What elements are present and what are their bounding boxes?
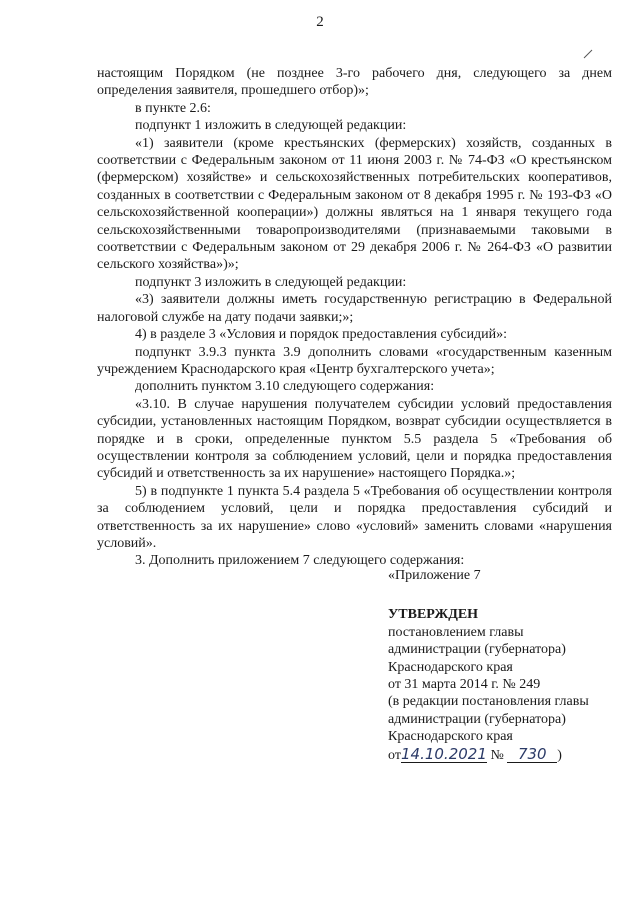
appendix-approval-block xyxy=(388,567,624,764)
date-prefix: от xyxy=(388,747,401,763)
appendix-label: «Приложение 7 xyxy=(388,568,481,583)
pen-mark-icon xyxy=(582,48,594,60)
paragraph: подпункт 3 изложить в следующей редакции: xyxy=(135,274,407,290)
paragraph: 3. Дополнить приложением 7 следующего содержания: xyxy=(135,553,465,569)
paragraph: дополнить пунктом 3.10 следующего содержания: xyxy=(135,379,435,395)
document-body xyxy=(97,65,612,570)
paragraph: 5) в подпункте 1 пункта 5.4 раздела 5 «Требования об осуществлении контроля за соблюдением условий, цели и порядка предоставления субсидий и ответственность за их нарушение» слово «условий» заменить словами «нарушения условий». xyxy=(97,483,612,551)
approval-line: (в редакции постановления главы xyxy=(388,694,589,710)
paragraph: «3) заявители должны иметь государственную регистрацию в Федеральной налоговой службе на дату подачи заявки;»; xyxy=(97,292,612,325)
page-number: 2 xyxy=(316,14,324,30)
signature-line xyxy=(388,746,624,764)
paragraph: 4) в разделе 3 «Условия и порядок предоставления субсидий»: xyxy=(135,327,508,343)
paragraph: в пункте 2.6: xyxy=(135,100,211,116)
approval-line: администрации (губернатора) xyxy=(388,642,566,658)
approval-line: Краснодарского края xyxy=(388,729,513,745)
paragraph: «3.10. В случае нарушения получателем субсидии условий предоставления субсидии, установленных настоящим Порядком, возврат субсидии осуществляется в порядке и в сроки, определенные пунктом 5.5 раздела 5 «Требования об осуществлении контроля за соблюдением условий, цели и порядка предоставления субсидий и ответственность за их нарушение» настоящего Порядка.»; xyxy=(97,396,612,482)
paragraph: настоящим Порядком (не позднее 3-го рабочего дня, следующего за днем определения заявителя, прошедшего отбор)»; xyxy=(97,66,612,99)
handwritten-number: 730 xyxy=(507,746,557,763)
approval-line: постановлением главы xyxy=(388,624,524,640)
approved-heading: УТВЕРЖДЕН xyxy=(388,607,479,623)
handwritten-date: 14.10.2021 xyxy=(400,744,487,763)
approval-line: от 31 марта 2014 г. № 249 xyxy=(388,677,541,693)
approval-line: администрации (губернатора) xyxy=(388,711,566,727)
paragraph: подпункт 3.9.3 пункта 3.9 дополнить словами «государственным казенным учреждением Краснодарского края «Центр бухгалтерского учета»; xyxy=(97,344,612,377)
closing-paren: ) xyxy=(557,747,562,763)
paragraph: подпункт 1 изложить в следующей редакции: xyxy=(135,118,407,134)
number-sign: № xyxy=(490,747,504,763)
paragraph: «1) заявители (кроме крестьянских (фермерских) хозяйств, созданных в соответствии с Федеральным законом от 11 июня 2003 г. № 74-ФЗ «О крестьянском (фермерском) хозяйстве» и сельскохозяйственных потребительских кооперативов, созданных в соответствии с Федеральным законом от 8 декабря 1995 г. № 193-ФЗ «О сельскохозяйственной кооперации») должны являться на 1 января текущего года сельскохозяйственными товаропроизводителями (признаваемыми таковыми в соответствии с Федеральным законом от 29 декабря 2006 г. № 264-ФЗ «О развитии сельского хозяйства»)»; xyxy=(97,135,612,273)
approval-line: Краснодарского края xyxy=(388,659,513,675)
